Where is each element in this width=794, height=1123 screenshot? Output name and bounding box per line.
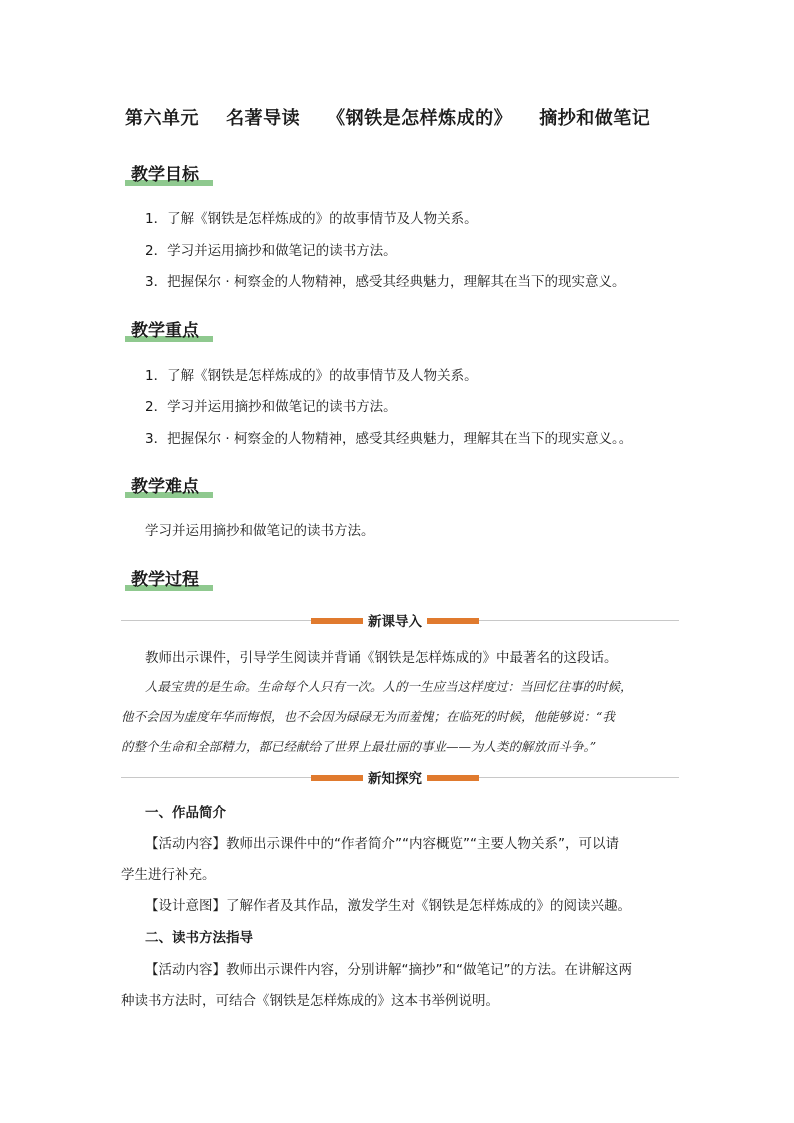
divider-accent-left [311,775,363,781]
intro-text: 教师出示课件，引导学生阅读并背诵《钢铁是怎样炼成的》中最著名的这段话。 [145,650,618,666]
key-point-item: 2．学习并运用摘抄和做笔记的读书方法。 [145,399,397,415]
key-point-item: 1．了解《钢铁是怎样炼成的》的故事情节及人物关系。 [145,368,478,384]
activity-text: 【活动内容】教师出示课件内容，分别讲解“摘抄”和“做笔记”的方法。在讲解这两 [145,962,632,978]
divider-intro [121,614,679,628]
activity-text: 【活动内容】教师出示课件中的“作者简介”“内容概览”“主要人物关系”，可以请 [145,836,619,852]
subsection-heading: 二、读书方法指导 [145,930,253,946]
quote-line: 人最宝贵的是生命。生命每个人只有一次。人的一生应当这样度过：当回忆往事的时候， [145,679,633,694]
difficulty-text: 学习并运用摘抄和做笔记的读书方法。 [145,523,375,539]
divider-label: 新知探究 [363,767,427,787]
quote-line: 他不会因为虚度年华而悔恨，也不会因为碌碌无为而羞愧；在临死的时候，他能够说：“我 [121,709,615,724]
divider-label: 新课导入 [363,610,427,630]
section-heading-text: 教学重点 [131,321,199,341]
section-heading-text: 教学过程 [131,570,199,590]
design-text: 【设计意图】了解作者及其作品，激发学生对《钢铁是怎样炼成的》的阅读兴趣。 [145,898,631,914]
quote-line: 的整个生命和全部精力，都已经献给了世界上最壮丽的事业——为人类的解放而斗争。” [121,739,597,754]
goal-item: 2．学习并运用摘抄和做笔记的读书方法。 [145,243,397,259]
divider-accent-right [427,775,479,781]
divider-accent-right [427,618,479,624]
subsection-heading: 一、作品简介 [145,805,226,821]
goal-item: 1．了解《钢铁是怎样炼成的》的故事情节及人物关系。 [145,211,478,227]
section-heading-text: 教学目标 [131,165,199,185]
goal-item: 3．把握保尔 · 柯察金的人物精神，感受其经典魅力，理解其在当下的现实意义。 [145,274,626,290]
activity-text: 学生进行补充。 [121,867,216,883]
key-point-item: 3．把握保尔 · 柯察金的人物精神，感受其经典魅力，理解其在当下的现实意义。。 [145,431,633,447]
divider-accent-left [311,618,363,624]
lesson-title: 第六单元 名著导读 《钢铁是怎样炼成的》 摘抄和做笔记 [125,108,651,129]
activity-text: 种读书方法时，可结合《钢铁是怎样炼成的》这本书举例说明。 [121,993,499,1009]
section-heading-text: 教学难点 [131,477,199,497]
divider-explore [121,771,679,785]
